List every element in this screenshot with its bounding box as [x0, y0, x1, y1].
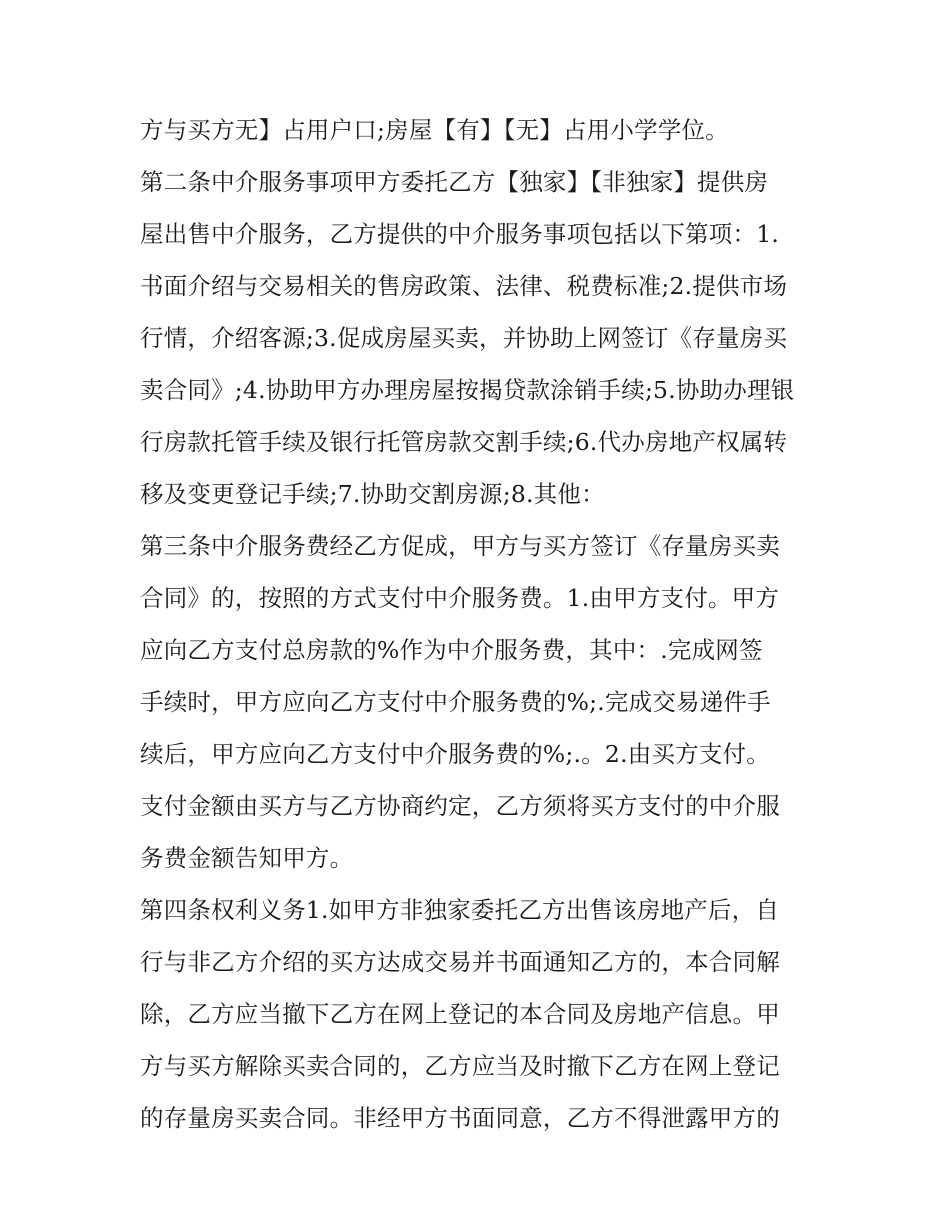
text-line: 支付金额由买方与乙方协商约定，乙方须将买方支付的中介服	[140, 792, 780, 820]
text-line: 行与非乙方介绍的买方达成交易并书面通知乙方的，本合同解	[140, 948, 780, 976]
text-line: 方与买方无】占用户口;房屋【有】【无】占用小学学位。	[140, 116, 729, 144]
text-line: 行情，介绍客源;3.促成房屋买卖，并协助上网签订《存量房买	[140, 324, 788, 352]
text-line: 移及变更登记手续;7.协助交割房源;8.其他：	[140, 480, 605, 508]
text-line: 第三条中介服务费经乙方促成，甲方与买方签订《存量房买卖	[140, 532, 780, 560]
text-line: 屋出售中介服务，乙方提供的中介服务事项包括以下第项：1.	[140, 220, 780, 248]
text-line: 书面介绍与交易相关的售房政策、法律、税费标准;2.提供市场	[140, 272, 788, 300]
text-line: 合同》的，按照的方式支付中介服务费。1.由甲方支付。甲方	[140, 584, 780, 612]
text-line: 的存量房买卖合同。非经甲方书面同意，乙方不得泄露甲方的	[140, 1104, 780, 1132]
text-line: 手续时，甲方应向乙方支付中介服务费的%;.完成交易递件手	[140, 688, 771, 716]
text-line: 务费金额告知甲方。	[140, 844, 354, 872]
text-line: 行房款托管手续及银行托管房款交割手续;6.代办房地产权属转	[140, 428, 788, 456]
text-line: 卖合同》;4.协助甲方办理房屋按揭贷款涂销手续;5.协助办理银	[140, 376, 795, 404]
text-line: 第四条权利义务1.如甲方非独家委托乙方出售该房地产后，自	[140, 896, 780, 924]
text-line: 方与买方解除买卖合同的，乙方应当及时撤下乙方在网上登记	[140, 1052, 780, 1080]
text-line: 第二条中介服务事项甲方委托乙方【独家】【非独家】提供房	[140, 168, 769, 196]
text-line: 续后，甲方应向乙方支付中介服务费的%;.。2.由买方支付。	[140, 740, 770, 768]
text-line: 应向乙方支付总房款的%作为中介服务费，其中：.完成网签	[140, 636, 763, 664]
contract-body-text	[140, 104, 820, 1144]
text-line: 除，乙方应当撤下乙方在网上登记的本合同及房地产信息。甲	[140, 1000, 780, 1028]
